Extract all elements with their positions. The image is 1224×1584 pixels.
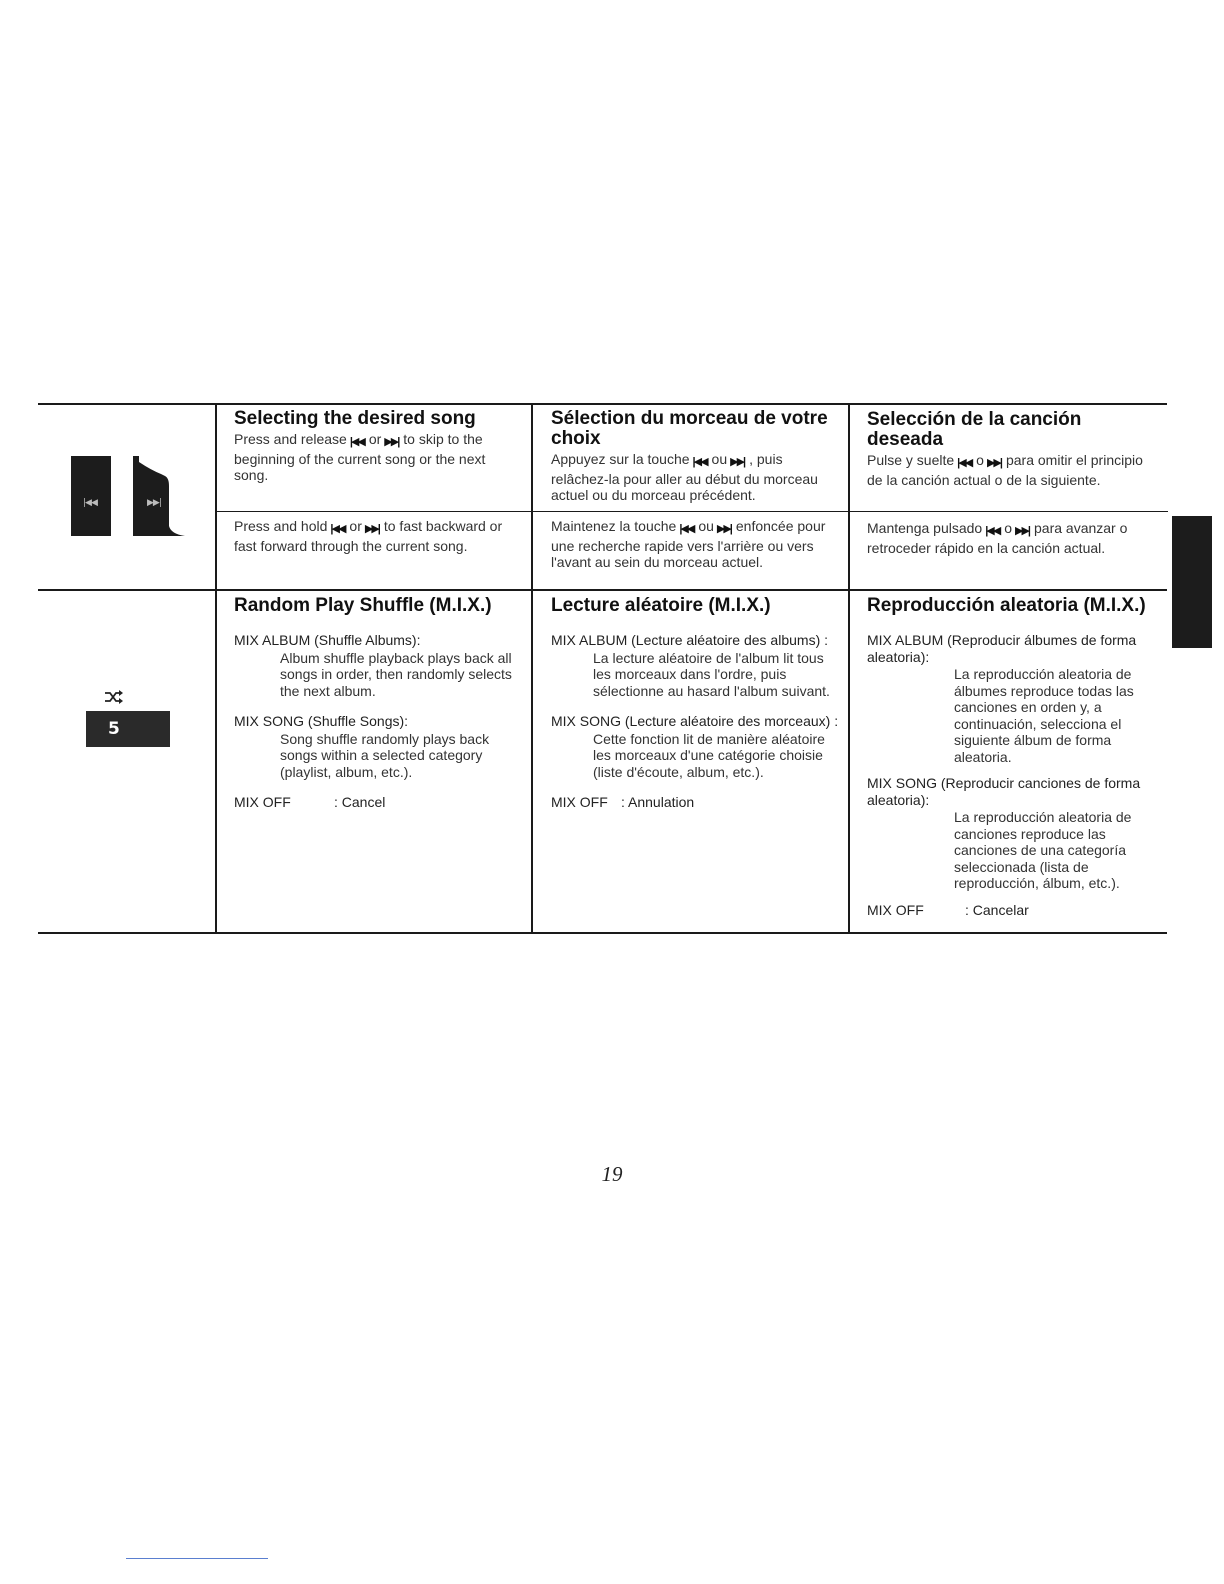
skip-previous-button — [71, 456, 111, 536]
chapter-tab — [1172, 516, 1212, 648]
skip-next-icon: ▶▶| — [1015, 525, 1029, 537]
mix-album-label: MIX ALBUM (Lecture aléatoire des albums) : — [551, 632, 829, 648]
footer-rule — [126, 1558, 268, 1559]
page-number: 19 — [601, 1162, 623, 1186]
skip-next-icon: ▶▶| — [986, 457, 1001, 469]
mix-off-label: MIX OFF — [551, 794, 608, 810]
mix-song-text: Song shuffle randomly plays back songs within a selected category (playlist, album, etc.). — [280, 730, 490, 780]
section1-es — [867, 410, 1152, 488]
skip-next-button-shape — [133, 456, 185, 536]
skip-previous-icon: |◀◀ — [83, 498, 97, 508]
table-bottom-rule — [38, 932, 1167, 934]
skip-next-icon: ▶▶| — [147, 498, 161, 508]
skip-previous-icon: |◀◀ — [679, 523, 694, 535]
shuffle-icon — [104, 690, 124, 704]
mix-song-text: Cette fonction lit de manière aléatoire les morceaux d'une catégorie choisie (liste d'écoute, album, etc.). — [593, 730, 825, 780]
skip-previous-icon: |◀◀ — [985, 525, 1000, 537]
skip-previous-icon: |◀◀ — [349, 436, 364, 448]
section2-en-title: Random Play Shuffle (M.I.X.) — [234, 595, 492, 616]
section1-es-p1: Pulse y suelte |◀◀ o ▶▶| para omitir el principio de la canción actual o de la siguiente. — [867, 452, 1143, 488]
skip-next-icon: ▶▶| — [384, 436, 399, 448]
mix-off-label: MIX OFF — [867, 901, 924, 918]
section1-es-hold — [867, 518, 1152, 556]
section1-en-title: Selecting the desired song — [234, 408, 476, 429]
mix-off-row — [234, 794, 524, 811]
mix-album-label: MIX ALBUM (Reproducir álbumes de forma aleatoria): — [867, 632, 1137, 665]
section2-fr — [551, 596, 841, 811]
mix-off-label: MIX OFF — [234, 794, 291, 810]
skip-previous-icon: |◀◀ — [330, 523, 345, 535]
mix-song-label: MIX SONG (Shuffle Songs): — [234, 713, 409, 729]
skip-next-button — [133, 456, 173, 536]
section-divider — [38, 589, 1167, 591]
mix-off-row — [867, 902, 1157, 919]
section1-fr-p2: Maintenez la touche |◀◀ ou ▶▶| enfoncée pour une recherche rapide vers l'arrière ou vers l'avant au sein du morceau actuel. — [551, 518, 826, 570]
skip-previous-icon: |◀◀ — [957, 457, 972, 469]
section1-en — [234, 409, 519, 484]
mix-off-row — [551, 794, 841, 811]
column-divider-1 — [215, 403, 217, 934]
mix-song-label: MIX SONG (Lecture aléatoire des morceaux) : — [551, 713, 839, 729]
mix-album-text: Album shuffle playback plays back all songs in order, then randomly selects the next album. — [280, 649, 512, 699]
column-divider-3 — [848, 403, 850, 934]
skip-next-icon: ▶▶| — [716, 523, 731, 535]
section1-fr — [551, 409, 836, 504]
skip-next-icon: ▶▶| — [730, 456, 745, 468]
preset-5-button: 5 — [86, 711, 170, 747]
skip-next-icon: ▶▶| — [364, 523, 379, 535]
section1-fr-title: Sélection du morceau de votre choix — [551, 408, 828, 449]
mix-album-text: La reproducción aleatoria de álbumes reproduce todas las canciones en orden y, a continuación, selecciona el siguiente álbum de forma aleatoria. — [954, 666, 1134, 765]
section2-en — [234, 596, 524, 811]
mix-song-label: MIX SONG (Reproducir canciones de forma aleatoria): — [867, 775, 1141, 808]
section1-fr-hold — [551, 516, 836, 571]
mix-album-text: La lecture aléatoire de l'album lit tous les morceaux dans l'ordre, puis sélectionne au hasard l'album suivant. — [593, 649, 830, 699]
section2-es-title: Reproducción aleatoria (M.I.X.) — [867, 595, 1146, 616]
table-top-rule — [38, 403, 1167, 405]
column-divider-2 — [531, 403, 533, 934]
mix-off-text: : Cancelar — [965, 901, 1029, 918]
mix-off-text: : Annulation — [621, 794, 695, 810]
skip-previous-icon: |◀◀ — [692, 456, 707, 468]
section1-es-title: Selección de la canción deseada — [867, 409, 1082, 450]
mix-off-text: : Cancel — [334, 794, 386, 810]
row-divider-inner — [216, 511, 1168, 512]
mix-song-text: La reproducción aleatoria de canciones reproduce las canciones de una categoría seleccionada (lista de reproducción, álbum, etc.). — [954, 809, 1132, 891]
section1-en-p2: Press and hold |◀◀ or ▶▶| to fast backward or fast forward through the current song. — [234, 518, 503, 554]
section1-es-p2: Mantenga pulsado |◀◀ o ▶▶| para avanzar o retroceder rápido en la canción actual. — [867, 520, 1128, 556]
section1-fr-p1: Appuyez sur la touche |◀◀ ou ▶▶| , puis relâchez-la pour aller au début du morceau actuel ou du morceau précédent. — [551, 451, 818, 503]
section2-es — [867, 596, 1157, 918]
mix-album-label: MIX ALBUM (Shuffle Albums): — [234, 632, 421, 648]
section1-en-hold — [234, 516, 519, 554]
section1-en-p1: Press and release |◀◀ or ▶▶| to skip to the beginning of the current song or the next song. — [234, 431, 486, 483]
section2-fr-title: Lecture aléatoire (M.I.X.) — [551, 595, 771, 616]
